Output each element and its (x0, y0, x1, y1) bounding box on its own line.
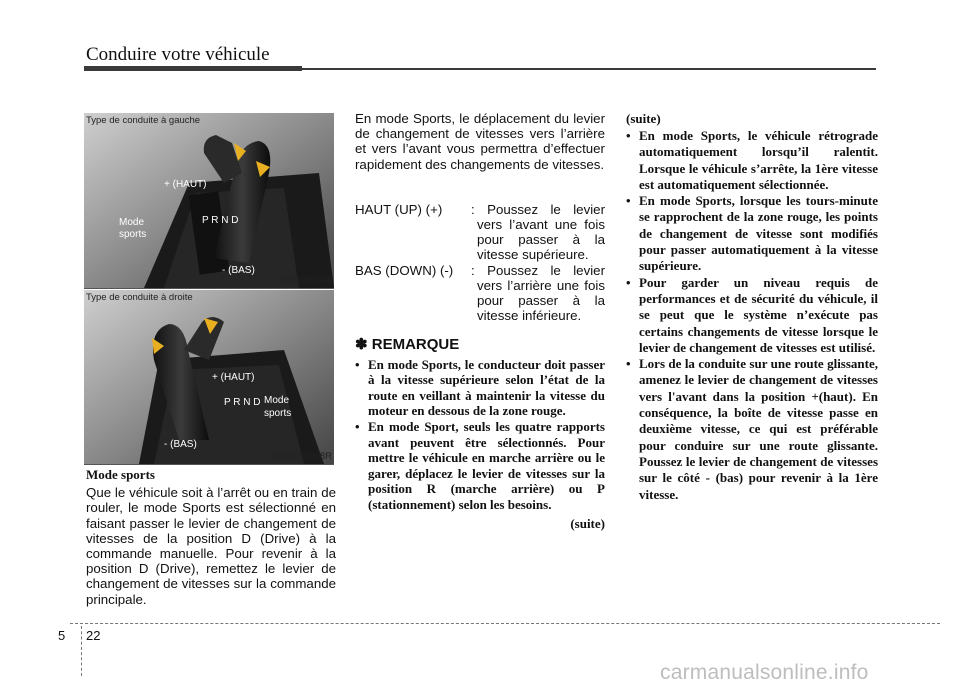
gear-letters: P R N D (224, 397, 261, 408)
gear-shifter-illustration-rhd (84, 290, 334, 464)
continued-label: (suite) (570, 515, 605, 531)
definition-key: HAUT (UP) (+) (355, 201, 443, 217)
note-list (355, 357, 605, 513)
cross-note-icon: ✽ (355, 336, 368, 354)
label-mode: Mode (119, 217, 145, 228)
figure-divider (84, 288, 334, 289)
section-body: Que le véhicule soit à l’arrêt ou en train de rouler, le mode Sports est sélectionné en faisant passer le levier de changement de vitesses de la position D (Drive) à la commande manuelle. Pour revenir à la position D (Drive), remettez le levier de changement de vitesses sur la commande principale. (86, 485, 336, 607)
definition-value: : Poussez le levier vers l’arrière une fois pour passer à la vitesse inférieure. (471, 262, 605, 324)
label-mode: Mode (264, 395, 290, 406)
definition-value: : Poussez le levier vers l’avant une fois pour passer à la vitesse supérieure. (471, 201, 605, 263)
header-rule-thin (302, 68, 876, 70)
intro-paragraph: En mode Sports, le déplacement du levier de changement de vitesses vers l’arrière et vers l’avant vous permettra d’effectuer rapidement des changements de vitesses. (355, 111, 605, 172)
footer-rule (70, 623, 940, 624)
gear-shifter-illustration (84, 113, 334, 288)
list-item: • Lors de la conduite sur une route glissante, amenez le levier de changement de vitesses vers l'avant dans la position +(haut). En conséquence, la boîte de vitesse passe en deuxième vitesse, ce qui est préférable pour conduire sur une route glissante. Poussez le levier de changement de vitesses sur le côté - (bas) pour revenir à la 1ère vitesse. (626, 356, 878, 503)
label-bas: - (BAS) (222, 265, 255, 276)
note-list-continued (626, 128, 878, 503)
definition-down (355, 263, 605, 324)
watermark: carmanualsonline.info (660, 661, 869, 684)
definition-key: BAS (DOWN) (-) (355, 262, 454, 278)
list-item: • Pour garder un niveau requis de performances et de sécurité du véhicule, il se peut que le système n’exécute pas certains changements de vitesse lorsque le levier de changement de vitesses est utilisé. (626, 275, 878, 356)
header-title: Conduire votre véhicule (86, 44, 270, 65)
figure-code: ORB050008 (279, 275, 332, 286)
figure-divider (84, 464, 334, 465)
footer-separator (81, 626, 82, 676)
list-item: • En mode Sports, le conducteur doit passer à la vitesse supérieure selon l’état de la route en veillant à maintenir la vitesse du moteur en dessous de la zone rouge. (355, 357, 605, 419)
continued-label: (suite) (626, 111, 661, 126)
page-number-value: 22 (86, 628, 101, 643)
note-heading (355, 337, 605, 352)
list-item: • En mode Sports, lorsque les tours-minute se rapprochent de la zone rouge, les points de changement de vitesse sont modifiés pour passer automatiquement à la vitesse supérieure. (626, 193, 878, 274)
figure-code: ORB050008R (272, 451, 332, 462)
label-haut: + (HAUT) (164, 179, 207, 190)
list-item: • En mode Sport, seuls les quatre rapports avant peuvent être sélectionnés. Pour mettre le véhicule en marche arrière ou le garer, déplacez le levier de vitesses sur la position R (marche arrière) ou P (stationnement) selon les besoins. (355, 419, 605, 513)
list-item: • En mode Sports, le véhicule rétrograde automatiquement lorsqu’il ralentit. Lorsque le véhicule s’arrête, la 1ère vitesse est automatiquement sélectionnée. (626, 128, 878, 193)
label-sports: sports (119, 229, 147, 240)
section-number: 5 (58, 628, 66, 643)
note-title: REMARQUE (371, 336, 460, 354)
definition-up (355, 202, 605, 263)
section-heading: Mode sports (86, 467, 155, 482)
figure-caption: Type de conduite à droite (86, 292, 193, 303)
column-2 (355, 111, 605, 531)
figure-right-hand-drive (84, 290, 334, 464)
header-rule (84, 66, 302, 71)
figure-left-hand-drive (84, 113, 334, 288)
label-sports: sports (264, 408, 292, 419)
column-1 (86, 467, 336, 607)
column-3 (626, 111, 878, 503)
label-bas: - (BAS) (164, 439, 197, 450)
figure-caption: Type de conduite à gauche (86, 115, 201, 126)
gear-letters: P R N D (202, 215, 239, 226)
label-haut: + (HAUT) (212, 372, 255, 383)
